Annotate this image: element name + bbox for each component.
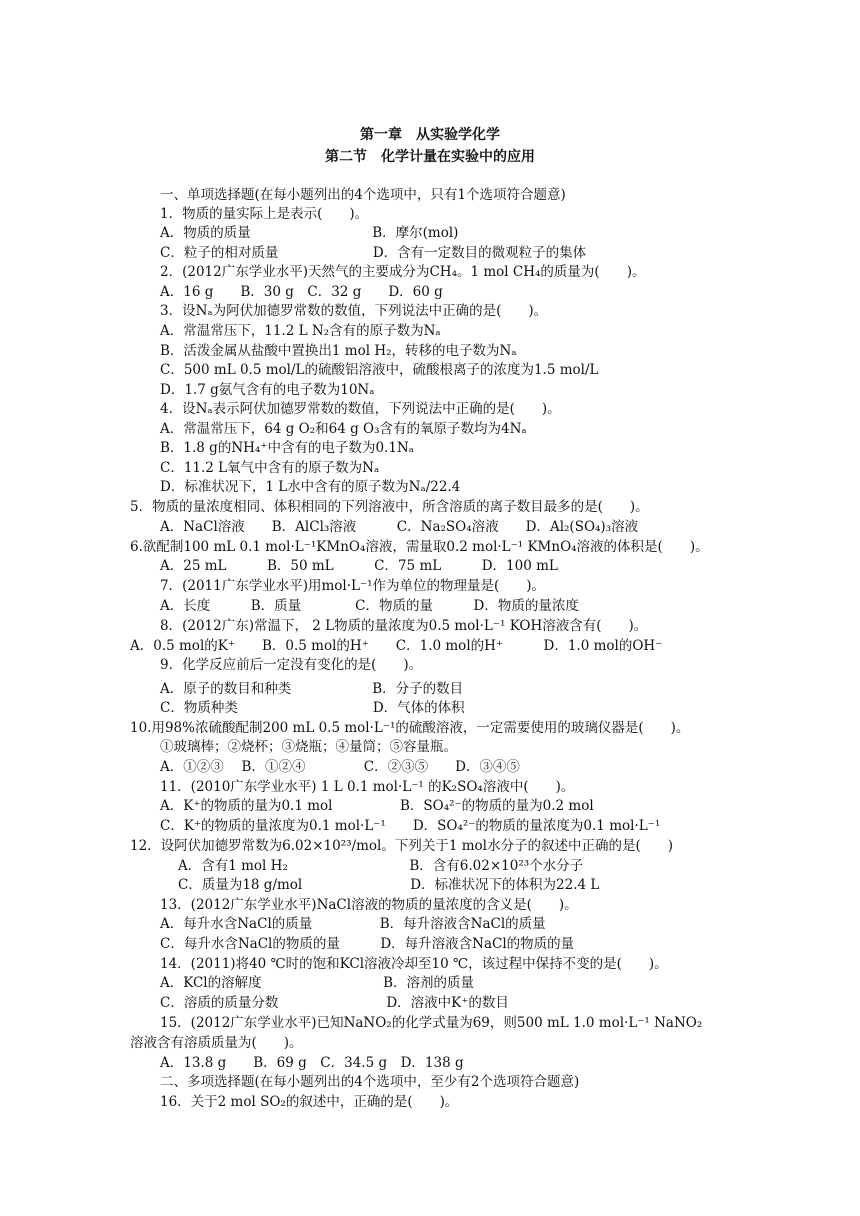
question-line: A．①②③ B．①②④ C．②③⑤ D．③④⑤: [160, 759, 520, 775]
question-line: 14．(2011)将40 ℃时的饱和KCl溶液冷却至10 ℃，该过程中保持不变的是( )。: [160, 956, 668, 972]
question-line: 5．物质的量浓度相同、体积相同的下列溶液中，所含溶质的离子数目最多的是( )。: [130, 499, 649, 515]
question-line: A．原子的数目和种类 B．分子的数目: [160, 681, 464, 697]
question-line: C．K⁺的物质的量浓度为0.1 mol·L⁻¹ D．SO₄²⁻的物质的量浓度为0.1 mol·L⁻¹: [160, 818, 661, 834]
question-line: A．25 mL B．50 mL C．75 mL D．100 mL: [160, 558, 558, 574]
question-line: B．1.8 g的NH₄⁺中含有的电子数为0.1Nₐ: [160, 440, 414, 456]
question-line: A．每升水含NaCl的质量 B．每升溶液含NaCl的质量: [160, 916, 546, 932]
question-line: 一、单项选择题(在每小题列出的4个选项中，只有1个选项符合题意): [160, 187, 566, 203]
question-line: 12．设阿伏加德罗常数为6.02×10²³/mol。下列关于1 mol水分子的叙述中正确的是( ): [130, 838, 674, 854]
question-line: 7．(2011广东学业水平)用mol·L⁻¹作为单位的物理量是( )。: [160, 578, 546, 594]
question-line: D．1.7 g氨气含有的电子数为10Nₐ: [160, 382, 375, 398]
question-line: C．粒子的相对质量 D．含有一定数目的微观粒子的集体: [160, 245, 587, 261]
question-line: 4．设Nₐ表示阿伏加德罗常数的数值，下列说法中正确的是( )。: [160, 401, 561, 417]
question-line: A．物质的质量 B．摩尔(mol): [160, 225, 459, 241]
question-line: C．质量为18 g/mol D．标准状况下的体积为22.4 L: [178, 877, 600, 893]
question-line: A．NaCl溶液 B．AlCl₃溶液 C．Na₂SO₄溶液 D．Al₂(SO₄)₃溶液: [160, 519, 639, 535]
question-line: 2．(2012广东学业水平)天然气的主要成分为CH₄。1 mol CH₄的质量为( )。: [160, 264, 646, 280]
question-line: A．0.5 mol的K⁺ B．0.5 mol的H⁺ C．1.0 mol的H⁺ D．1.0 mol的OH⁻: [130, 638, 663, 654]
question-line: ①玻璃棒；②烧杯；③烧瓶；④量筒；⑤容量瓶。: [160, 739, 457, 755]
question-line: C．溶质的质量分数 D．溶液中K⁺的数目: [160, 995, 509, 1011]
question-line: 3．设Nₐ为阿伏加德罗常数的数值，下列说法中正确的是( )。: [160, 303, 548, 319]
question-line: A．13.8 g B．69 g C．34.5 g D．138 g: [160, 1055, 464, 1071]
question-line: A．KCl的溶解度 B．溶剂的质量: [160, 975, 475, 991]
question-line: 10.用98%浓硫酸配制200 mL 0.5 mol·L⁻¹的硫酸溶液，一定需要使用的玻璃仪器是( )。: [130, 720, 690, 736]
question-line: 9．化学反应前后一定没有变化的是( )。: [160, 657, 423, 673]
question-line: C．11.2 L氧气中含有的原子数为Nₐ: [160, 460, 380, 476]
question-line: 1．物质的量实际上是表示( )。: [160, 206, 369, 222]
question-line: 6.欲配制100 mL 0.1 mol·L⁻¹KMnO₄溶液，需量取0.2 mol·L⁻¹ KMnO₄溶液的体积是( )。: [130, 539, 709, 555]
question-line: 15．(2012广东学业水平)已知NaNO₂的化学式量为69，则500 mL 1.0 mol·L⁻¹ NaNO₂: [160, 1015, 703, 1031]
chapter-title: 第一章 从实验学化学: [360, 127, 500, 143]
question-line: A．含有1 mol H₂ B．含有6.02×10²³个水分子: [178, 858, 584, 874]
question-line: D．标准状况下，1 L水中含有的原子数为Nₐ/22.4: [160, 479, 461, 495]
question-line: 8．(2012广东)常温下， 2 L物质的量浓度为0.5 mol·L⁻¹ KOH溶液含有( )。: [160, 618, 648, 634]
question-line: C．物质种类 D．气体的体积: [160, 700, 465, 716]
question-line: C．500 mL 0.5 mol/L的硫酸铝溶液中，硫酸根离子的浓度为1.5 mol/L: [160, 362, 599, 378]
question-line: 溶液含有溶质质量为( )。: [130, 1035, 303, 1051]
question-line: A．常温常压下，11.2 L N₂含有的原子数为Nₐ: [160, 323, 441, 339]
question-line: C．每升水含NaCl的物质的量 D．每升溶液含NaCl的物质的量: [160, 936, 575, 952]
question-line: A．长度 B．质量 C．物质的量 D．物质的量浓度: [160, 598, 579, 614]
question-line: A．K⁺的物质的量为0.1 mol B．SO₄²⁻的物质的量为0.2 mol: [160, 798, 594, 814]
question-line: 二、多项选择题(在每小题列出的4个选项中，至少有2个选项符合题意): [160, 1074, 580, 1090]
question-line: A．16 g B．30 g C．32 g D．60 g: [160, 284, 443, 300]
question-line: 16．关于2 mol SO₂的叙述中，正确的是( )。: [160, 1094, 459, 1110]
question-line: A．常温常压下，64 g O₂和64 g O₃含有的氧原子数均为4Nₐ: [160, 421, 527, 437]
section-title: 第二节 化学计量在实验中的应用: [325, 149, 535, 165]
question-line: B．活泼金属从盐酸中置换出1 mol H₂，转移的电子数为Nₐ: [160, 343, 517, 359]
question-line: 11．(2010广东学业水平) 1 L 0.1 mol·L⁻¹ 的K₂SO₄溶液中( )。: [160, 779, 575, 795]
question-line: 13．(2012广东学业水平)NaCl溶液的物质的量浓度的含义是( )。: [160, 897, 578, 913]
